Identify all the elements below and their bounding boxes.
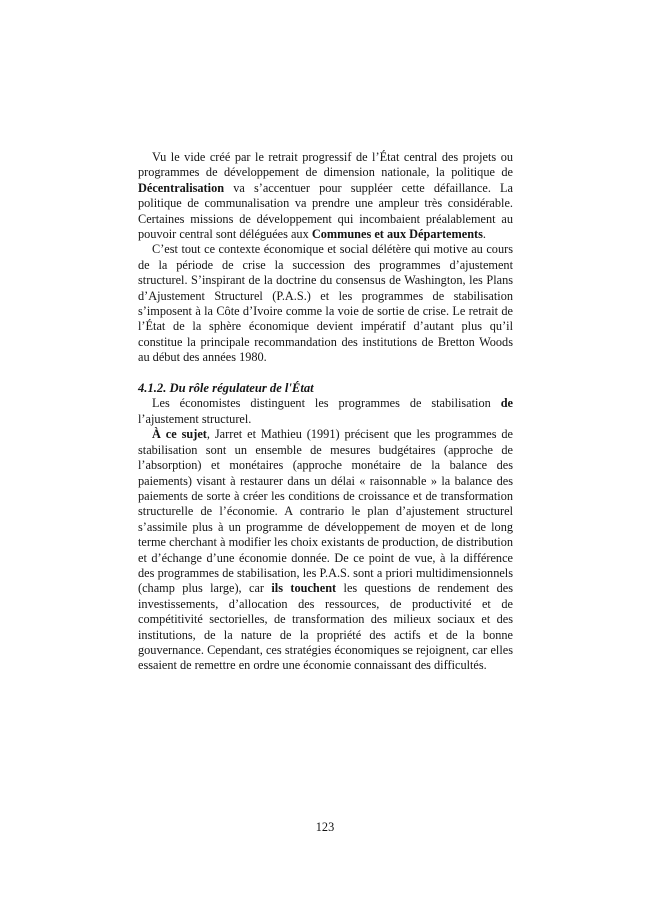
body-text: , Jarret et Mathieu (1991) précisent que les programmes de stabilisation sont un ensemble de mesures budgétaires (approche de l’absorption) et monétaires (approche monétaire de la balance des paiements) visant à restaurer dans un délai « raisonnable » la balance des paiements de sorte à créer les conditions de croissance et de transformation structurelle de l’économie. A contrario le plan d’ajustement structurel s’assimile plus à un programme de développement de moyen et de long terme cherchant à modifier les choix existants de production, de distribution et d’échange d’une économie donnée. De ce point de vue, à la différence des programmes de stabilisation, les P.A.S. sont a priori multidimensionnels (champ plus large), car xyxy=(138,427,514,596)
body-text: Vu le vide créé par le retrait progressif de l’État central des projets ou programmes de développement de dimension nationale, la politique de xyxy=(138,150,513,180)
bold-text: Décentralisation xyxy=(138,180,225,195)
paragraph xyxy=(138,242,513,365)
section-heading: 4.1.2. Du rôle régulateur de l'État xyxy=(138,381,314,396)
body-text: va s’accentuer pour suppléer cette défaillance. La politique de communalisation va prendre une ampleur très considérable. Certaines missions de développement qui incombaient préalablement au pouvoir central sont déléguées aux xyxy=(138,180,513,242)
bold-text: Communes et aux Départements xyxy=(311,227,483,242)
body-text: les questions de rendement des investissements, d’allocation des ressources, de productivité et de compétitivité sectorielles, de transformation des milieux sociaux et des institutions, de la nature de la propriété des actifs et de la bonne gouvernance. Cependant, ces stratégies économiques se rejoignent, car elles essaient de remettre en ordre une économie connaissant des difficultés. xyxy=(138,581,514,673)
paragraph xyxy=(138,427,513,674)
paragraph xyxy=(138,150,513,242)
bold-text: À ce sujet xyxy=(152,427,207,442)
body-text: Les économistes distinguent les programmes de stabilisation xyxy=(152,396,501,411)
bold-text: ils touchent xyxy=(271,581,337,596)
page-number: 123 xyxy=(315,820,335,834)
text-block xyxy=(138,150,513,674)
body-text: . xyxy=(482,227,486,242)
body-text: C’est tout ce contexte économique et social délétère qui motive au cours de la période de crise la succession des programmes d’ajustement structurel. S’inspirant de la doctrine du consensus de Washington, les Plans d’Ajustement Structurel (P.A.S.) et les programmes de stabilisation s’imposent à la Côte d’Ivoire comme la voie de sortie de crise. Le retrait de l’État de la sphère économique devient impératif d’autant plus qu’il constitue la principale recommandation des institutions de Bretton Woods au début des années 1980. xyxy=(138,242,513,365)
body-text: l’ajustement structurel. xyxy=(138,411,252,426)
paragraph xyxy=(138,396,513,427)
bold-text: de xyxy=(500,396,513,411)
